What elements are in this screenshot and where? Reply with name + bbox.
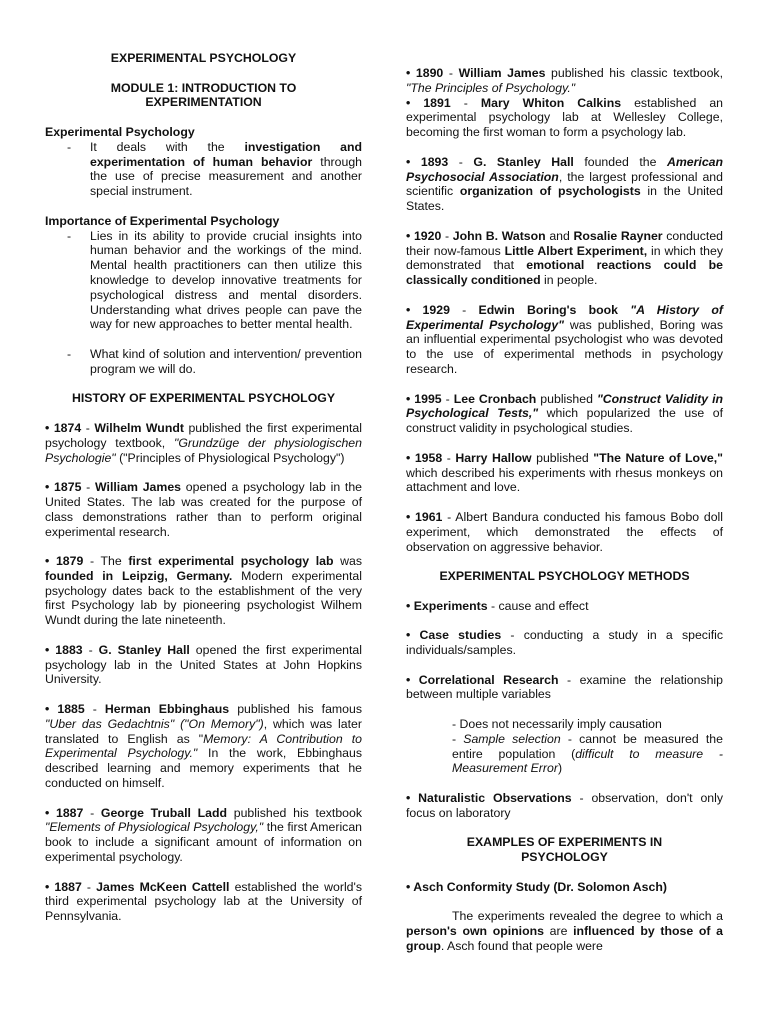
dash-bullet: - [67, 139, 72, 154]
history-1995: • 1995 - Lee Cronbach published "Construct Validity in Psychological Tests," which popularized the use of construct validity in psychological studies. [406, 391, 724, 436]
method-correlational: • Correlational Research - examine the relationship between multiple variables [406, 672, 723, 702]
correlational-note-2: - Sample selection - cannot be measured the entire population (difficult to measure - Measurement Error) [452, 731, 723, 776]
right-column [406, 66, 723, 954]
method-experiments: • Experiments - cause and effect [406, 598, 589, 613]
history-1887-cattell: • 1887 - James McKeen Cattell established the world's third experimental psychology lab at the University of Pennsylvania. [45, 879, 363, 924]
asch-heading: • Asch Conformity Study (Dr. Solomon Asch) [406, 879, 667, 894]
left-column [45, 51, 362, 924]
examples-heading-line1: EXAMPLES OF EXPERIMENTS IN [466, 835, 663, 850]
history-heading: HISTORY OF EXPERIMENTAL PSYCHOLOGY [71, 391, 336, 406]
dash-bullet: - [67, 228, 72, 243]
dash-bullet: - [67, 346, 72, 361]
history-1885: • 1885 - Herman Ebbinghaus published his famous "Uber das Gedachtnis" ("On Memory"), which was later translated to English as "Memory: A Contribution to Experimental Psychology." In the work, Ebbinghaus described learning and memory experiments that he conducted on himself. [45, 702, 362, 791]
history-1875: • 1875 - William James opened a psychology lab in the United States. The lab was created for the purpose of class demonstrations rather than to perform original experimental research. [45, 480, 362, 539]
asch-text: The experiments revealed the degree to which a person's own opinions are influenced by those of a group. Asch found that people were [406, 909, 723, 954]
importance-heading: Importance of Experimental Psychology [45, 213, 280, 228]
importance-item-1: - Lies in its ability to provide crucial insights into human behavior and the workings of the mind. Mental health practitioners can then utilize this knowledge to develop innovative treatments for psychological distress and mental disorders. Understanding what drives people can pave the way for new approaches to better mental health. [67, 228, 362, 332]
examples-heading-line2: PSYCHOLOGY [521, 850, 608, 865]
method-case-studies: • Case studies - conducting a study in a specific individuals/samples. [406, 628, 723, 658]
definition-item [67, 140, 362, 199]
history-1893: • 1893 - G. Stanley Hall founded the American Psychosocial Association, the largest professional and scientific organization of psychologists in the United States. [406, 154, 724, 214]
definition-text: It deals with the investigation and experimentation of human behavior through the use of precise measurement and another special instrument. [90, 139, 363, 199]
history-1961: • 1961 - Albert Bandura conducted his famous Bobo doll experiment, which demonstrated the effects of observation on aggressive behavior. [406, 509, 724, 554]
module-title-line2: EXPERIMENTATION [145, 95, 262, 110]
module-title-line1: MODULE 1: INTRODUCTION TO [110, 80, 297, 95]
history-1883: • 1883 - G. Stanley Hall opened the first experimental psychology lab in the United States at John Hopkins University. [45, 642, 363, 687]
history-1929: • 1929 - Edwin Boring's book "A History of Experimental Psychology" was published, Boring was an influential experimental psychologist who was devoted to the use of experimental methods in psychology research. [406, 302, 724, 376]
history-1879: • 1879 - The first experimental psychology lab was founded in Leipzig, Germany. Modern experimental psychology dates back to the establishment of the very first Psychology lab by pioneering psychologist Wilhem Wundt during the late nineteenth. [45, 554, 362, 628]
methods-heading: EXPERIMENTAL PSYCHOLOGY METHODS [439, 569, 690, 584]
method-naturalistic: • Naturalistic Observations - observation, don't only focus on laboratory [406, 791, 724, 820]
history-1920: • 1920 - John B. Watson and Rosalie Rayner conducted their now-famous Little Albert Experiment, in which they demonstrated that emotional reactions could be classically conditioned in people. [406, 228, 723, 288]
correlational-note-1: - Does not necessarily imply causation [452, 717, 662, 732]
history-1890: • 1890 - William James published his classic textbook, "The Principles of Psychology." [406, 66, 723, 95]
history-1891: • 1891 - Mary Whiton Calkins established an experimental psychology lab at Wellesley College, becoming the first woman to form a psychology lab. [406, 95, 724, 140]
history-1887-ladd: • 1887 - George Truball Ladd published his textbook "Elements of Physiological Psychology," the first American book to include a significant amount of information on experimental psychology. [45, 805, 363, 865]
definition-heading: Experimental Psychology [45, 124, 195, 139]
importance-item-2: - What kind of solution and intervention/ prevention program we will do. [67, 346, 362, 376]
history-1874: • 1874 - Wilhelm Wundt published the first experimental psychology textbook, "Grundzüge der physiologischen Psychologie" ("Principles of Physiological Psychology") [45, 420, 362, 465]
history-1958: • 1958 - Harry Hallow published "The Nature of Love," which described his experiments with rhesus monkeys on attachment and love. [406, 450, 723, 495]
doc-title: EXPERIMENTAL PSYCHOLOGY [110, 51, 297, 65]
